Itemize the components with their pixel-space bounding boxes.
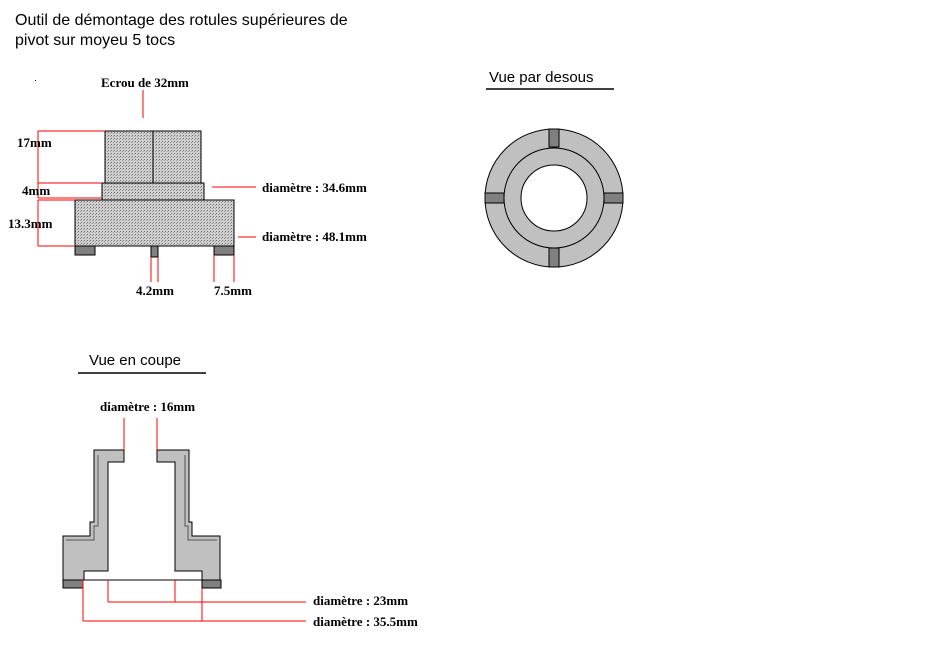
center-lug-width-label: 4.2mm — [136, 283, 174, 298]
title-line-1: Outil de démontage des rotules supérieures de — [15, 12, 348, 29]
outer-bore-label: diamètre : 35.5mm — [313, 614, 418, 629]
title-line-2: pivot sur moyeu 5 tocs — [15, 32, 176, 49]
center-lug — [151, 246, 158, 257]
lug-bottom — [549, 248, 559, 267]
section-left-half — [63, 450, 124, 580]
right-lug — [214, 246, 234, 255]
outer-lug-width-label: 7.5mm — [214, 283, 252, 298]
body-height-label: 13.3mm — [8, 216, 53, 231]
stray-dot — [35, 80, 36, 81]
bore-diameter-label: diamètre : 23mm — [313, 593, 409, 608]
side-view — [38, 90, 256, 282]
left-lug — [75, 246, 95, 255]
body-shape — [75, 200, 234, 246]
nut-height-label: 17mm — [17, 135, 52, 150]
section-view-heading: Vue en coupe — [89, 352, 182, 369]
collar-diameter-label: diamètre : 34.6mm — [262, 180, 367, 195]
section-right-half — [157, 450, 220, 580]
bore-hole — [521, 165, 587, 231]
nut-label: Ecrou de 32mm — [101, 75, 189, 90]
section-right-lug — [202, 580, 221, 588]
lug-top — [549, 129, 559, 147]
section-dimension-lines — [83, 418, 306, 621]
lug-right — [604, 193, 623, 203]
collar-height-label: 4mm — [22, 183, 51, 198]
body-diameter-label: diamètre : 48.1mm — [262, 229, 367, 244]
lug-left — [485, 193, 504, 203]
top-bore-label: diamètre : 16mm — [100, 399, 196, 414]
bottom-view — [485, 89, 623, 267]
bottom-view-heading: Vue par desous — [489, 69, 594, 86]
collar-shape — [102, 183, 204, 200]
section-left-lug — [63, 580, 83, 588]
section-inner-lines — [66, 455, 217, 540]
